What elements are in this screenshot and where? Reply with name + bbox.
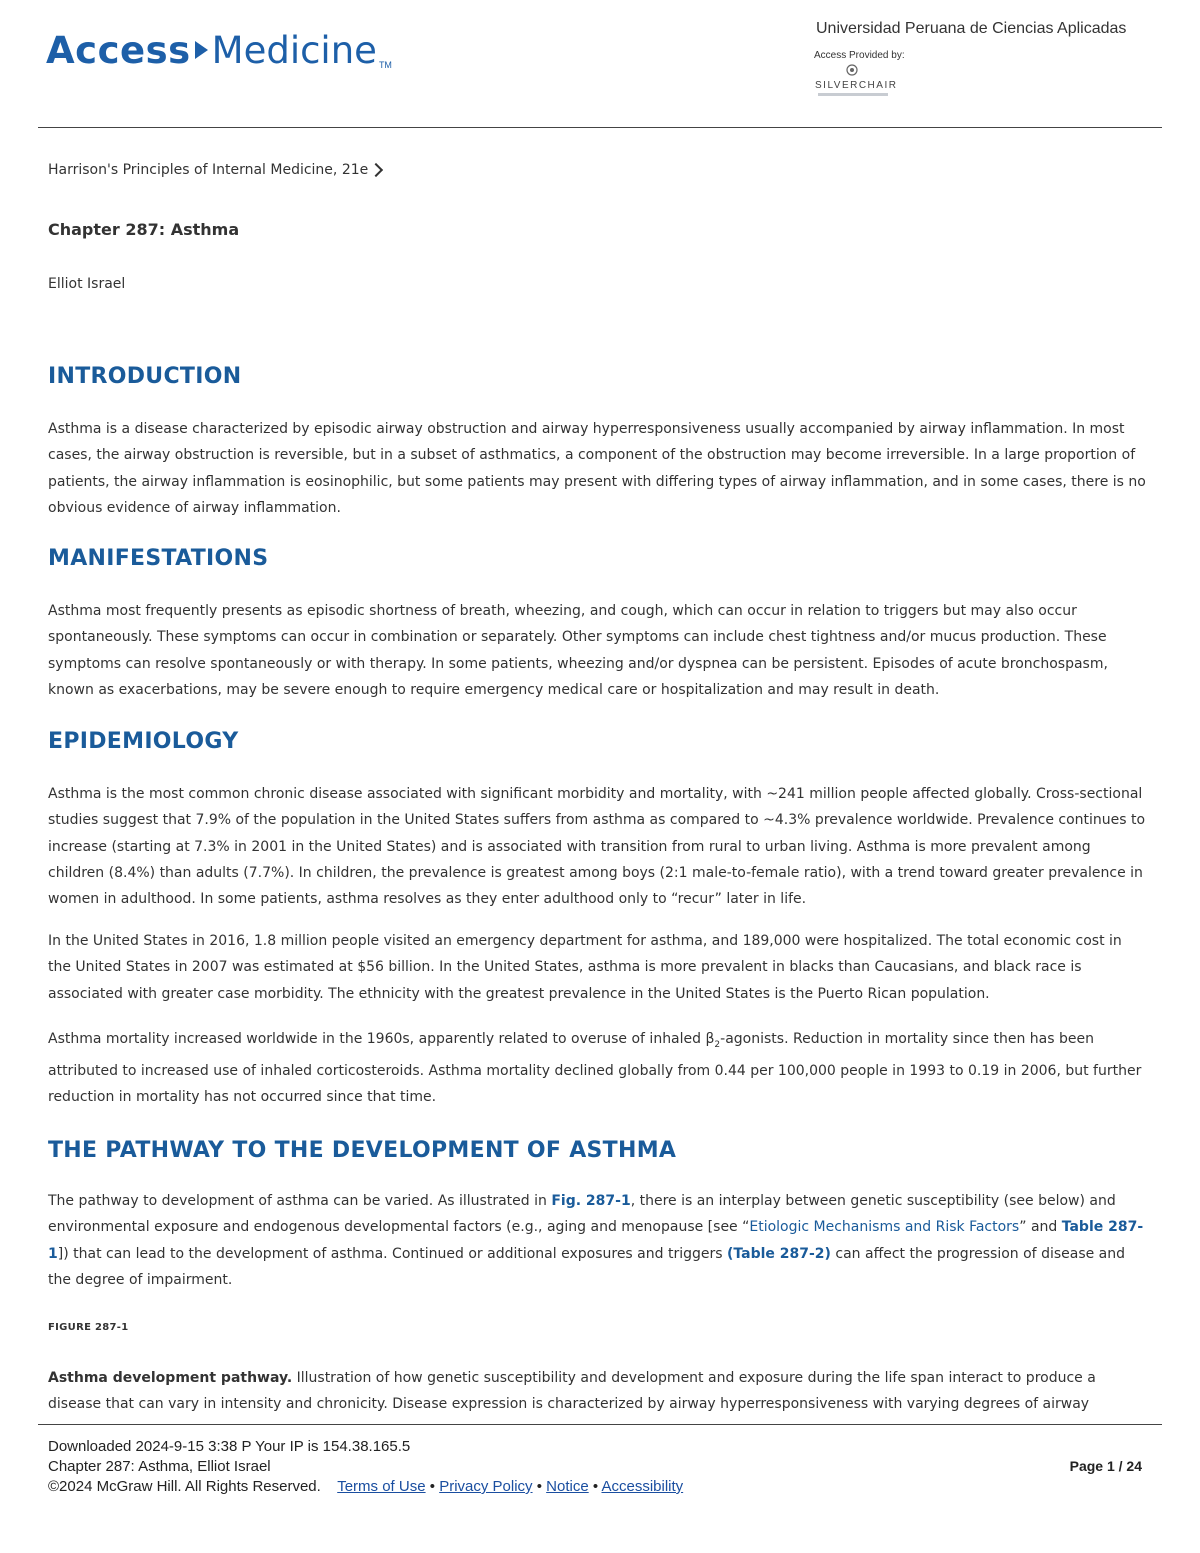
privacy-policy-link[interactable]: Privacy Policy bbox=[439, 1478, 533, 1495]
site-header bbox=[0, 0, 1200, 128]
paragraph-epidemiology-1: Asthma is the most common chronic disease associated with significant morbidity and mortality, with ~241 million people affected globally. Cross-sectional studies suggest that 7.9% of the population in the United States suffers from asthma as compared to ~4.3% prevalence worldwide. Prevalence continues to increase (starting at 7.3% in 2001 in the United States) and is associated with transition from rural to urban living. Asthma is more prevalent among children (8.4%) than adults (7.7%). In children, the prevalence is greatest among boys (2:1 male-to-female ratio), with a trend toward greater prevalence in women in adulthood. In some patients, asthma resolves as they enter adulthood only to “recur” later in life. bbox=[48, 786, 1146, 908]
heading-pathway: THE PATHWAY TO THE DEVELOPMENT OF ASTHMA bbox=[48, 1138, 677, 1163]
logo-access-text: Access bbox=[46, 28, 191, 72]
footer-chapter-info: Chapter 287: Asthma, Elliot Israel bbox=[48, 1458, 271, 1475]
link-etiologic-mechanisms[interactable]: Etiologic Mechanisms and Risk Factors bbox=[749, 1219, 1020, 1236]
chapter-author: Elliot Israel bbox=[48, 276, 126, 292]
figure-caption-title: Asthma development pathway. bbox=[48, 1370, 293, 1386]
text-fragment: -agonists. Reduction in mortality since then has been attributed to increased use of inhaled corticosteroids. Asthma mortality declined globally from 0.44 per 100,000 people in 1993 to 0.19 in 2006, but further reduction in mortality has not occurred since that time. bbox=[48, 1031, 1142, 1106]
paragraph-epidemiology-3 bbox=[48, 1026, 1148, 1111]
chapter-title: Chapter 287: Asthma bbox=[48, 220, 240, 239]
page-footer bbox=[48, 1437, 1152, 1497]
breadcrumb[interactable] bbox=[48, 162, 381, 178]
heading-manifestations: MANIFESTATIONS bbox=[48, 546, 269, 571]
paragraph-manifestations: Asthma most frequently presents as episodic shortness of breath, wheezing, and cough, which can occur in relation to triggers but may also occur spontaneously. These symptoms can occur in combination or separately. Other symptoms can include chest tightness and/or mucus production. These symptoms can resolve spontaneously or with therapy. In some patients, wheezing and/or dyspnea can be persistent. Episodes of acute bronchospasm, known as exacerbations, may be severe enough to require emergency medical care or hospitalization and may result in death. bbox=[48, 603, 1108, 698]
breadcrumb-book-title[interactable]: Harrison's Principles of Internal Medicine, 21e bbox=[48, 162, 369, 178]
logo-trademark: TM bbox=[378, 60, 392, 70]
figure-label: FIGURE 287-1 bbox=[48, 1322, 129, 1333]
link-table-287-2[interactable]: (Table 287-2) bbox=[726, 1245, 831, 1262]
text-fragment: ” and bbox=[1019, 1219, 1062, 1236]
download-info: Downloaded 2024-9-15 3:38 P Your IP is 154.38.165.5 bbox=[48, 1438, 411, 1455]
chevron-right-icon bbox=[369, 163, 383, 177]
separator-dot: • bbox=[592, 1478, 599, 1495]
separator-dot: • bbox=[429, 1478, 436, 1495]
provider-logo-text: SILVERCHAIR bbox=[815, 80, 898, 91]
paragraph-epidemiology-2: In the United States in 2016, 1.8 million people visited an emergency department for asthma, and 189,000 were hospitalized. The total economic cost in the United States in 2007 was estimated at $56 billion. In the United States, asthma is more prevalent in blacks than Caucasians, and black race is associated with greater case morbidity. The ethnicity with the greatest prevalence in the United States is the Puerto Rican population. bbox=[48, 933, 1122, 1002]
separator-dot: • bbox=[536, 1478, 542, 1495]
text-fragment: can affect the progression of disease and the degree of impairment. bbox=[48, 1245, 1126, 1288]
terms-of-use-link[interactable]: Terms of Use bbox=[337, 1478, 426, 1495]
copyright-text: ©2024 McGraw Hill. All Rights Reserved. bbox=[48, 1478, 321, 1495]
institution-name: Universidad Peruana de Ciencias Aplicadas bbox=[816, 20, 1127, 37]
figure-caption bbox=[48, 1365, 1148, 1418]
paragraph-pathway bbox=[48, 1188, 1148, 1293]
provided-by-label: Access Provided by: bbox=[814, 50, 905, 61]
text-fragment: , there is an interplay between genetic susceptibility (see below) and environmental exposure and endogenous developmental factors (e.g., aging and menopause [see “ bbox=[48, 1193, 1116, 1236]
link-figure-287-1[interactable]: Fig. 287-1 bbox=[551, 1193, 631, 1209]
text-fragment: Asthma mortality increased worldwide in the 1960s, apparently related to overuse of inhaled β bbox=[48, 1031, 715, 1047]
figure-caption-text: Illustration of how genetic susceptibility and development and exposure during the life span interact to produce a disease that can vary in intensity and chronicity. Disease expression is characterized by airway hyperresponsiveness with varying degrees of airway bbox=[48, 1370, 1096, 1413]
silverchair-emblem-icon bbox=[846, 64, 858, 76]
header-divider bbox=[38, 127, 1162, 128]
link-table-287-1[interactable]: Table 287-1 bbox=[48, 1219, 1144, 1262]
notice-link[interactable]: Notice bbox=[546, 1478, 589, 1495]
logo-medicine-text: Medicine bbox=[211, 28, 377, 72]
footer-links-row bbox=[48, 1477, 1152, 1497]
logo-arrow-icon bbox=[195, 41, 208, 59]
paragraph-introduction: Asthma is a disease characterized by episodic airway obstruction and airway hyperresponsiveness usually accompanied by airway inflammation. In most cases, the airway obstruction is reversible, but in a subset of asthmatics, a component of the obstruction may become irreversible. In a large proportion of patients, the airway inflammation is eosinophilic, but some patients may present with differing types of airway inflammation, and in some cases, there is no obvious evidence of airway inflammation. bbox=[48, 421, 1146, 516]
heading-introduction: INTRODUCTION bbox=[48, 364, 242, 389]
accessibility-link[interactable]: Accessibility bbox=[601, 1478, 684, 1495]
footer-divider bbox=[38, 1424, 1162, 1425]
text-fragment: The pathway to development of asthma can be varied. As illustrated in bbox=[48, 1193, 552, 1209]
accessmedicine-logo[interactable] bbox=[46, 20, 392, 80]
provider-tagline-bar bbox=[818, 93, 888, 96]
heading-epidemiology: EPIDEMIOLOGY bbox=[48, 729, 239, 754]
subscript: 2 bbox=[714, 1039, 721, 1050]
text-fragment: ]) that can lead to the development of asthma. Continued or additional exposures and triggers bbox=[57, 1245, 727, 1262]
page-number: Page 1 / 24 bbox=[1069, 1458, 1142, 1474]
